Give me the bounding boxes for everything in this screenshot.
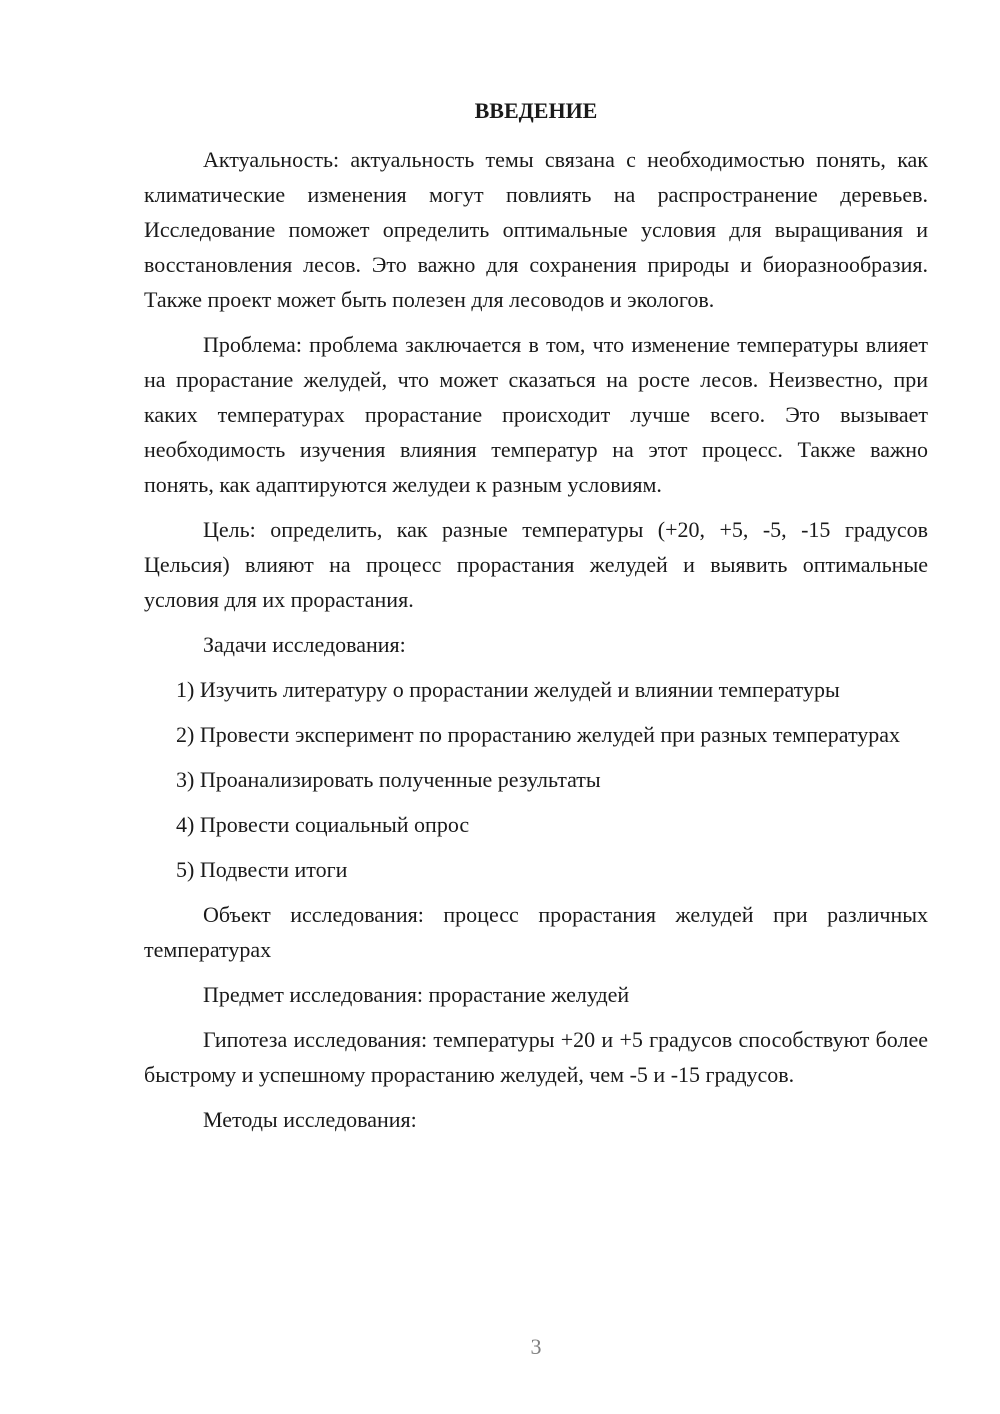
- paragraph-problem: Проблема: проблема заключается в том, что изменение температуры влияет на прорастание желудей, что может сказаться на росте лесов. Неизвестно, при каких температурах прорастание происходит лучше всего. Это вызывает необходимость изучения влияния температур на этот процесс. Также важно понять, как адаптируются желудеи к разным условиям.: [144, 332, 928, 497]
- paragraph-goal: Цель: определить, как разные температуры (+20, +5, -5, -15 градусов Цельсия) влияют на процесс прорастания желудей и выявить оптимальные условия для их прорастания.: [144, 517, 928, 612]
- page-number: 3: [530, 1334, 542, 1359]
- task-item-5: 5) Подвести итоги: [176, 857, 348, 882]
- task-item-2: 2) Провести эксперимент по прорастанию желудей при разных температурах: [176, 722, 901, 747]
- body-text: [144, 142, 928, 1137]
- methods-heading: Методы исследования:: [203, 1107, 417, 1132]
- task-item-4: 4) Провести социальный опрос: [176, 812, 470, 837]
- paragraph-relevance: Актуальность: актуальность темы связана с необходимостью понять, как климатические изменения могут повлиять на распространение деревьев. Исследование поможет определить оптимальные условия для выращивания и восстановления лесов. Это важно для сохранения природы и биоразнообразия. Также проект может быть полезен для лесоводов и экологов.: [144, 147, 928, 312]
- task-item-3: 3) Проанализировать полученные результаты: [176, 767, 601, 792]
- paragraph-subject: Предмет исследования: прорастание желудей: [203, 982, 630, 1007]
- tasks-heading: Задачи исследования:: [203, 632, 406, 657]
- paragraph-hypothesis: Гипотеза исследования: температуры +20 и +5 градусов способствуют более быстрому и успешному прорастанию желудей, чем -5 и -15 градусов.: [144, 1027, 928, 1087]
- paragraph-object: Объект исследования: процесс прорастания желудей при различных температурах: [144, 902, 928, 962]
- task-item-1: 1) Изучить литературу о прорастании желудей и влиянии температуры: [176, 677, 840, 702]
- page-title: ВВЕДЕНИЕ: [474, 98, 598, 123]
